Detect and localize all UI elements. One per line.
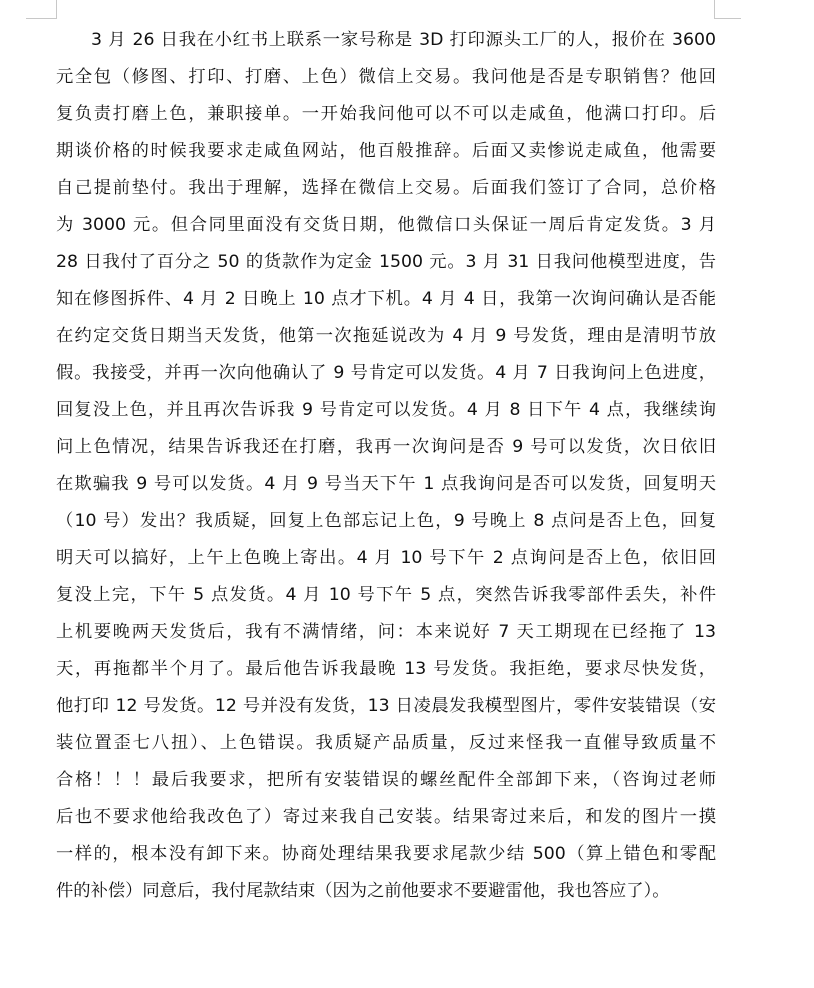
document-line-14: （10 号）发出？我质疑，回复上色部忘记上色，9 号晚上 8 点问是否上色，回复 — [56, 511, 716, 531]
document-line-1: 3 月 26 日我在小红书上联系一家号称是 3D 打印源头工厂的人，报价在 3600 — [91, 30, 716, 50]
document-line-15: 明天可以搞好，上午上色晚上寄出。4 月 10 号下午 2 点询问是否上色，依旧回 — [56, 548, 716, 568]
document-line-13: 在欺骗我 9 号可以发货。4 月 9 号当天下午 1 点我询问是否可以发货，回复明天 — [56, 474, 716, 494]
document-line-19: 他打印 12 号发货。12 号并没有发货，13 日凌晨发我模型图片，零件安装错误（安 — [56, 696, 716, 716]
document-line-6: 为 3000 元。但合同里面没有交货日期，他微信口头保证一周后肯定发货。3 月 — [56, 215, 716, 235]
document-line-10: 假。我接受，并再一次向他确认了 9 号肯定可以发货。4 月 7 日我询问上色进度， — [56, 363, 716, 383]
document-line-9: 在约定交货日期当天发货，他第一次拖延说改为 4 月 9 号发货，理由是清明节放 — [56, 326, 716, 346]
document-line-23: 一样的，根本没有卸下来。协商处理结果我要求尾款少结 500（算上错色和零配 — [56, 844, 716, 864]
document-line-20: 装位置歪七八扭）、上色错误。我质疑产品质量，反过来怪我一直催导致质量不 — [56, 733, 716, 753]
document-line-16: 复没上完，下午 5 点发货。4 月 10 号下午 5 点，突然告诉我零部件丢失，补件 — [56, 585, 716, 605]
document-line-7: 28 日我付了百分之 50 的货款作为定金 1500 元。3 月 31 日我问他模型进度，告 — [56, 252, 716, 272]
document-body — [56, 22, 716, 910]
document-line-3: 复负责打磨上色，兼职接单。一开始我问他可以不可以走咸鱼，他满口打印。后 — [56, 104, 716, 124]
document-line-21: 合格！！！最后我要求，把所有安装错误的螺丝配件全部卸下来，（咨询过老师 — [56, 770, 716, 790]
document-line-5: 自己提前垫付。我出于理解，选择在微信上交易。后面我们签订了合同，总价格 — [56, 178, 716, 198]
document-line-18: 天，再拖都半个月了。最后他告诉我最晚 13 号发货。我拒绝，要求尽快发货， — [56, 659, 716, 679]
document-line-11: 回复没上色，并且再次告诉我 9 号肯定可以发货。4 月 8 日下午 4 点，我继续询 — [56, 400, 716, 420]
document-line-2: 元全包（修图、打印、打磨、上色）微信上交易。我问他是否是专职销售？他回 — [56, 67, 716, 87]
page-corner-mark-top-right — [714, 0, 741, 19]
document-line-22: 后也不要求他给我改色了）寄过来我自己安装。结果寄过来后，和发的图片一摸 — [56, 807, 716, 827]
document-line-24: 件的补偿）同意后，我付尾款结束（因为之前他要求不要避雷他，我也答应了）。 — [56, 881, 670, 901]
document-line-8: 知在修图拆件、4 月 2 日晚上 10 点才下机。4 月 4 日，我第一次询问确认是否能 — [56, 289, 716, 309]
page-corner-mark-top-left — [26, 0, 57, 19]
document-line-4: 期谈价格的时候我要求走咸鱼网站，他百般推辞。后面又卖惨说走咸鱼，他需要 — [56, 141, 716, 161]
document-line-17: 上机要晚两天发货后，我有不满情绪，问：本来说好 7 天工期现在已经拖了 13 — [56, 622, 716, 642]
document-line-12: 问上色情况，结果告诉我还在打磨，我再一次询问是否 9 号可以发货，次日依旧 — [56, 437, 716, 457]
